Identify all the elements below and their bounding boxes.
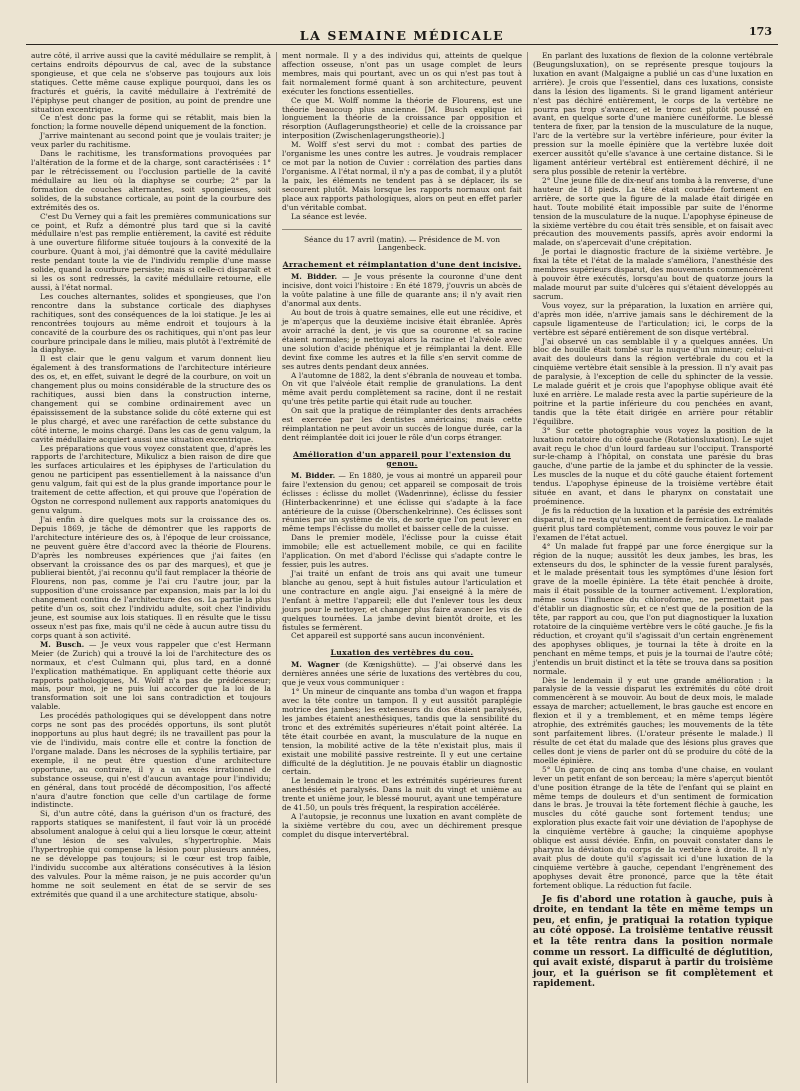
paragraph: J'ai observé un cas semblable il y a quelques années. Un bloc de houille était tombé sur la nuque d'un mineur; celui-ci avait des douleurs dans la région vertébrale du cou et la cinquième vertèbre était sensible à la pression. Il n'y avait pas de paralysie, à l'exception de celle du sphincter de la vessie. Le malade guérit et je crois que l'apophyse oblique avait été luxé en arrière. Le malade resta avec la partie supérieure de la poitrine et la partie inférieure du cou penchées en avant, tandis que la tête était dirigée en arrière pour rétablir l'équilibre. (533, 336, 773, 426)
section-title: Luxation des vertèbres du cou. (330, 648, 474, 658)
paragraph: 2° Une jeune fille de dix-neuf ans tomba à la renverse, d'une hauteur de 18 pieds. La tête était courbée fortement en arrière, de sorte que la figure de la malade était dirigée en haut. Toute mobilité était impossible par suite de l'énorme tension de la musculature de la nuque. L'apophyse épineuse de la sixième vertèbre du cou était très sensible, et on faisait avec précaution des mouvements passifs, après avoir endormi la malade, on s'apercevait d'une crépitation. (533, 175, 773, 248)
section-title: Amélioration d'un appareil pour l'extension du genou. (293, 449, 511, 468)
paragraph: Au bout de trois à quatre semaines, elle eut une récidive, et je m'aperçus que la deuxième incisive était ébranlée. Après avoir arraché la dent, je vis que sa couronne et sa racine étaient normales; je nettoyai alors la racine et l'alvéole avec une solution d'acide phénique et je réimplantai la dent. Elle devint fixe comme les autres et la fille s'en servit comme de ses autres dents pendant deux années. (282, 308, 522, 371)
speaker-text: — Je veux vous rappeler que c'est Hermann Meier (de Zurich) qui a trouvé la loi de l'architecture des os normaux, et c'est Culmann qui, plus tard, en a donné l'explication mathématique. En appliquant cette théorie aux rapports pathologiques, M. Wolff n'a pas de prédécesseur; mais, pour moi, je ne puis lui accorder que la loi de la transformation soit une loi sans contradiction et toujours valable. (31, 639, 271, 712)
paragraph: A l'automne de 1882, la dent s'ébranla de nouveau et tomba. On vit que l'alvéole était remplie de granulations. La dent même avait perdu complètement sa racine, dont il ne restait qu'une très petite partie qui était rude au toucher. (282, 370, 522, 407)
paragraph: Si, d'un autre côté, dans la guérison d'un os fracturé, des rapports statiques se manifestent, il faut voir là un procédé absolument analogue à celui qui a lieu lorsque le cœur, atteint d'une lésion de ses valvules, s'hypertrophie. Mais l'hypertrophie qui compense la lésion pour plusieurs années, ne se développe pas toujours; si le cœur est trop faible, l'individu succombe aux altérations consécutives à la lésion des valvules. Pour la même raison, je ne puis accorder qu'un homme ne soit seulement en état de se servir de ses extrémités que quand il a une architecture statique, absolu- (31, 809, 271, 899)
paragraph: Dès le lendemain il y eut une grande amélioration : la paralysie de la vessie disparut les extrémités du côté droit commencèrent à se mouvoir. Au bout de deux mois, le malade essaya de marcher; actuellement, le bras gauche est encore en flexion et il y a tremblement, et en même temps légère atrophie, des extrémités gauches; les mouvements de la tête sont parfaitement libres. (L'orateur présente le malade.) Il résulte de cet état du malade que des lésions plus graves que celles dont je viens de parler ont dû se produire du côté de la moelle épinière. (533, 675, 773, 765)
paragraph: Les procédés pathologiques qui se développent dans notre corps ne sont pas des procédés opportuns, ils sont plutôt inopportuns au plus haut degré; ils ne travaillent pas pour la vie de l'individu, mais contre elle et contre la fonction de l'organe malade. Dans les nécroses de la syphilis tertiaire, par exemple, il ne peut être question d'une architecture opportune, au contraire, il y a un excès irrationnel de substance osseuse, qui n'est d'aucun avantage pour l'individu; en général, dans tout procédé de décomposition, l'os affecté n'aura d'autre fonction que celle d'un cartilage de forme indistincte. (31, 711, 271, 810)
paragraph: 1° Un mineur de cinquante ans tomba d'un wagon et frappa avec la tête contre un tampon. Il y eut aussitôt paraplégie motrice des jambes; les extenseurs du dos étaient paralysés, les jambes étaient anesthésiques, tandis que la sensibilité du tronc et des extrémités supérieures n'était point altérée. La tête était courbée en avant, la musculature de la nuque en tension, la mobilité active de la tête n'existait plus, mais il existait une mobilité passive restreinte. Il y eut une certaine difficulté de la déglutition. Je ne pouvais établir un diagnostic certain. (282, 687, 522, 777)
paragraph: J'ai traité un enfant de trois ans qui avait une tumeur blanche au genou, sept à huit fistules autour l'articulation et une contracture en angle aigu. J'ai enseigné à la mère de l'enfant à mettre l'appareil; elle dut l'enlever tous les deux jours pour le nettoyer, et changer plus faire avancer les vis de quelques tournées. La jambe devint bientôt droite, et les fistules se fermèrent. (282, 569, 522, 632)
paragraph: M. Wolff s'est servi du mot : combat des parties de l'organisme les unes contre les autres. Je voudrais remplacer ce mot par la notion de Cuvier : corrélation des parties dans l'organisme. A l'état normal, il n'y a pas de combat, il y a plutôt la paix, les éléments ne tendent pas à se déplacer, ils se secourent plutôt. Mais lorsque les rapports normaux ont fait place aux rapports pathologiques, alors on peut en effet parler d'un véritable combat. (282, 140, 522, 212)
section-divider (282, 229, 522, 230)
paragraph: C'est Du Verney qui a fait les premières communications sur ce point, et Rufz a démontré plus tard que si la cavité médullaire n'est pas remplie entièrement, la cavité est réduite à une ouverture filiforme située toujours à la convexité de la courbure. Quant à moi, j'ai démontré que la cavité médullaire reste pendant toute la vie de l'individu remplie d'une masse solide, quand la courbure persiste; mais si celle-ci disparaît et si les os sont redressés, la cavité médullaire retourne, elle aussi, à l'état normal. (31, 211, 271, 292)
paragraph: Je portai le diagnostic fracture de la sixième vertèbre. Je fixai la tête et l'état de la malade s'améliora, l'anesthésie des membres supérieurs disparut, des mouvements commencèrent à pouvoir être exécutés, lorsqu'au bout de quatorze jours la malade mourut par suite d'ulcères qui s'étaient développés au sacrum. (533, 247, 773, 301)
paragraph: autre côté, il arrive aussi que la cavité médullaire se remplit, à certains endroits dépourvus de cal, avec de la substance spongieuse, et que cela ne s'observe pas toujours aux lois statiques. Cette même cause explique pourquoi, dans les os fracturés et guéris, la cavité médullaire à l'extrémité de l'épiphyse peut changer de position, au point de prendre une situation excentrique. (31, 52, 271, 114)
speaker-name: M. Wagner (291, 660, 340, 670)
speaker-paragraph (282, 661, 522, 688)
section-title: Arrachement et réimplantation d'une dent incisive. (282, 260, 522, 270)
paragraph: Les préparations que vous voyez constatent que, d'après les rapports de l'architecture, Mikulicz a bien raison de dire que les surfaces articulaires et les épiphyses de l'articulation du genou ne participent pas essentiellement à la naissance d'un genu valgum, fait qui est de la plus grande importance pour le traitement de cette affection, et qui prouve que l'opération de Ogston ne correspond nullement aux rapports anatomiques du genu valgum. (31, 443, 271, 516)
session-heading: Séance du 17 avril (matin). — Présidence de M. von Langenbeck. (303, 234, 501, 253)
paragraph: 3° Sur cette photographie vous voyez la position de la luxation rotatoire du côté gauche (Rotationsluxation). Le sujet avait reçu le choc d'un lourd fardeau sur l'occiput. Transporté sur-le-champ à l'hôpital, on constata une parésie du bras gauche, d'une partie de la jambe et du sphincter de la vessie. Les muscles de la nuque et du côté gauche étaient fortement tendus. L'apophyse épineuse de la troisième vertèbre était située en avant, et dans le pharynx on constatait une proéminence. (533, 425, 773, 507)
paragraph: En parlant des luxations de flexion de la colonne vertébrale (Beugungsluxation), on se représente presque toujours la luxation en avant (Malgaigne a publié un cas d'une luxation en arrière). Je crois que l'essentiel, dans ces luxations, consiste dans la lésion des ligaments. Si le grand ligament antérieur n'est pas déchiré entièrement, le corps de la vertèbre ne pourra pas trop s'avancer, et le tronc est plutôt poussé en avant, en quelque sorte d'une manière cunéiforme. Le blessé tentera de fixer, par la tension de la musculature de la nuque, l'arc de la vertèbre sur la vertèbre inférieure, pour éviter la pression sur la moelle épinière que la vertèbre luxée doit exercer aussitôt qu'elle s'avance à une certaine distance. Si le ligament antérieur vertébral est entièrement déchiré, il ne sera plus possible de retenir la vertèbre. (533, 52, 773, 176)
paragraph: J'ai enfin à dire quelques mots sur la croissance des os. Depuis 1869, je tâche de démontrer que les rapports de l'architecture intérieure des os, à l'époque de leur croissance, ne peuvent guère être d'accord avec la théorie de Flourens. D'après les nombreuses expériences que j'ai faites (en observant la croissance des os par des marques), et que je publierai bientôt, j'ai reconnu qu'il faut remplacer la théorie de Flourens, non pas, comme je l'ai cru l'autre jour, par la supposition d'une croissance par expansion, mais par la loi du changement continu de l'architecture des os. La partie la plus petite d'un os, soit chez l'individu adulte, soit chez l'individu jeune, est soumise aux lois statiques. Il en résulte que le tissu osseux n'est pas fixe, mais qu'il ne cède à aucun autre tissu du corps quant à son activité. (31, 514, 271, 640)
paragraph: La séance est levée. (291, 211, 367, 221)
paragraph: On sait que la pratique de réimplanter des dents arrachées est exercée par les dentistes américains; mais cette réimplantation ne peut avoir un succès de longue durée, car la dent réimplantée doit ici jouer le rôle d'un corps étranger. (282, 406, 522, 442)
paragraph: Il est clair que le genu valgum et varum donnent lieu également à des transformations de l'architecture intérieure des os, et, en effet, suivant le degré de la courbure, on voit un changement plus ou moins considérable de la structure des os rachitiques, aussi bien dans la construction interne, changement qui se combine ordinairement avec un épaississement de la substance solide du côté externe qui est le plus chargé, et avec une raréfaction de cette substance du côté interne, le moins chargé. Dans les cas de genu valgum, la cavité médullaire acquiert aussi une situation excentrique. (31, 354, 271, 444)
paragraph: Ce que M. Wolff nomme la théorie de Flourens, est une théorie beaucoup plus ancienne. [M. Busch explique ici longuement la théorie de la croissance par opposition et résorption (Auflagerungstheorie) et celle de la croissance par interposition (Zwischenlagerungstheorie).] (282, 95, 522, 141)
column-middle (276, 52, 527, 1083)
speaker-name: M. Bidder. (291, 470, 336, 480)
speaker-text: (de Kœnigshütte). — J'ai observé dans les dernières années une série de luxations des vertèbres du cou, que je veux vous communiquer : (282, 660, 522, 688)
emphasized-paragraph: Je fis d'abord une rotation à gauche, puis à droite, en tendant la tête en même temps un peu, et enfin, je pratiquai la rotation typique au côté opposé. La troisième tentative réussit et la tête rentra dans la position normale comme un ressort. La difficulté de déglutition, qui avait existé, disparut à partir du troisième jour, et la guérison se fit complètement et rapidement. (533, 893, 773, 990)
speaker-text: — En 1880, je vous ai montré un appareil pour faire l'extension du genou; cet appareil se composait de trois éclisses : éclisse du mollet (Wadenrinne), éclisse du fessier (Hinterbackenrinne) et une éclisse qui s'adapte à la face antérieure de la cuisse (Oberschenkelrinne). Ces éclisses sont réunies par un système de vis, de sorte que l'on peut lever en même temps l'éclisse du mollet et baisser celle de la cuisse. (282, 470, 522, 534)
column-left (26, 52, 276, 1083)
speaker-paragraph (31, 641, 271, 712)
paragraph: J'arrive maintenant au second point que je voulais traiter; je veux parler du rachitisme. (31, 131, 271, 150)
column-right (527, 52, 778, 1083)
paragraph: Cet appareil est supporté sans aucun inconvénient. (291, 631, 485, 641)
running-head: LA SEMAINE MÉDICALE (299, 28, 505, 43)
paragraph: Le lendemain le tronc et les extrémités supérieures furent anesthésiés et paralysés. Dans la nuit du vingt et unième au trente et unième jour, le blessé mourut, ayant une température de 41.50, un pouls très fréquent, la respiration accélérée. (282, 776, 522, 813)
speaker-paragraph (282, 273, 522, 309)
page-header (26, 22, 778, 45)
paragraph: 5° Un garçon de cinq ans tomba d'une chaise, en voulant lever un petit enfant de son berceau; la mère s'aperçut bientôt d'une position étrange de la tête de l'enfant qui se plaint en même temps de douleurs et d'un sentiment de formication dans le bras. Je trouvai la tête fortement fléchie à gauche, les muscles du côté gauche sont fortement tendus; une exploration plus exacte fait voir une déviation de l'apophyse de la cinquième vertèbre à gauche; la cinquième apophyse oblique est aussi déviée. Enfin, on pouvait constater dans le pharynx la déviation du corps de la vertèbre à droite. Il n'y avait plus de doute qu'il s'agissait ici d'une luxation de la cinquième vertèbre à gauche, cependant l'engrènement des apophyses devait être prononcé, parce que la tête était fortement oblique. La réduction fut facile. (533, 764, 773, 890)
speaker-paragraph (282, 472, 522, 534)
paragraph: 4° Un malade fut frappé par une force énergique sur la région de la nuque; aussitôt les deux jambes, les bras, les extenseurs du dos, le sphincter de la vessie furent paralysés, et le malade présentait tous les symptômes d'une lésion fort grave de la moelle épinière. La tête était penchée à droite, mais il était possible de la tourner activement. L'exploration, même sous l'influence du chloroforme, ne permettait pas d'établir un diagnostic sûr, et ce n'est que de la position de la tête, par rapport au cou, que l'on put diagnostiquer la luxation rotatoire de la cinquième vertèbre vers le côté gauche. Je fis la réduction, et croyant qu'il s'agissait d'un certain engrènement des apophyses obliques, je tournai la tête à droite en la penchant en même temps, et puis je la tournai de l'autre côté; j'entendis un bruit distinct et la tête se trouva dans sa position normale. (533, 541, 773, 676)
paragraph: Vous voyez, sur la préparation, la luxation en arrière qui, d'après mon idée, n'arrive jamais sans le déchirement de la capsule ligamenteuse de l'articulation; ici, le corps de la vertèbre est séparé entièrement de son disque vertébral. (533, 300, 773, 337)
paragraph: Je fis la réduction de la luxation et la parésie des extrémités disparut, il ne resta qu'un sentiment de fermication. Le malade guérit plus tard complètement, comme vous pouvez le voir par l'examen de l'état actuel. (533, 506, 773, 542)
paragraph: Les couches alternantes, solides et spongieuses, que l'on rencontre dans la substance corticale des diaphyses rachitiques, sont des conséquences de la loi statique. Je les ai rencontrées toujours au même endroit et toujours à la concavité de la courbure des os rachitiques, qui n'ont pas leur courbure principale dans le milieu, mais plutôt à l'extrémité de la diaphyse. (31, 291, 271, 355)
speaker-name: M. Busch. (40, 639, 85, 649)
speaker-name: M. Bidder. (291, 272, 338, 282)
text-columns (26, 52, 778, 1083)
paragraph: Ce n'est donc pas la forme qui se rétablit, mais bien la fonction; la forme nouvelle dépend uniquement de la fonction. (31, 113, 271, 132)
paragraph: Dans le premier modèle, l'éclisse pour la cuisse était immobile; elle est actuellement mobile, ce qui en facilite l'application. On met d'abord l'éclisse qui s'adapte contre le fessier, puis les autres. (282, 533, 522, 570)
speaker-text: — Je vous présente la couronne d'une dent incisive, dont voici l'histoire : En été 1879, j'ouvris un abcès de la voûte palatine à une fille de quarante ans; il n'y avait rien d'anormal aux dents. (282, 272, 522, 309)
paragraph: A l'autopsie, je reconnus une luxation en avant complète de la sixième vertèbre du cou, avec un déchirement presque complet du disque intervertébral. (282, 812, 522, 839)
paragraph: ment normale. Il y a des individus qui, atteints de quelque affection osseuse, n'ont pas un usage complet de leurs membres, mais qui pourtant, avec un os qui n'est pas tout à fait normalement formé quant à son architecture, peuvent exécuter les fonctions essentielles. (282, 52, 522, 96)
paragraph: Dans le rachitisme, les transformations provoquées par l'altération de la forme et de la charge, sont caractérisées : 1° par le rétrécissement ou l'occlusion partielle de la cavité médullaire au lieu où la diaphyse se courbe; 2° par la formation de couches alternantes, soit spongieuses, soit solides, de la substance corticale, au point de la courbure des extrémités des os. (31, 149, 271, 212)
page-number: 173 (749, 25, 772, 38)
